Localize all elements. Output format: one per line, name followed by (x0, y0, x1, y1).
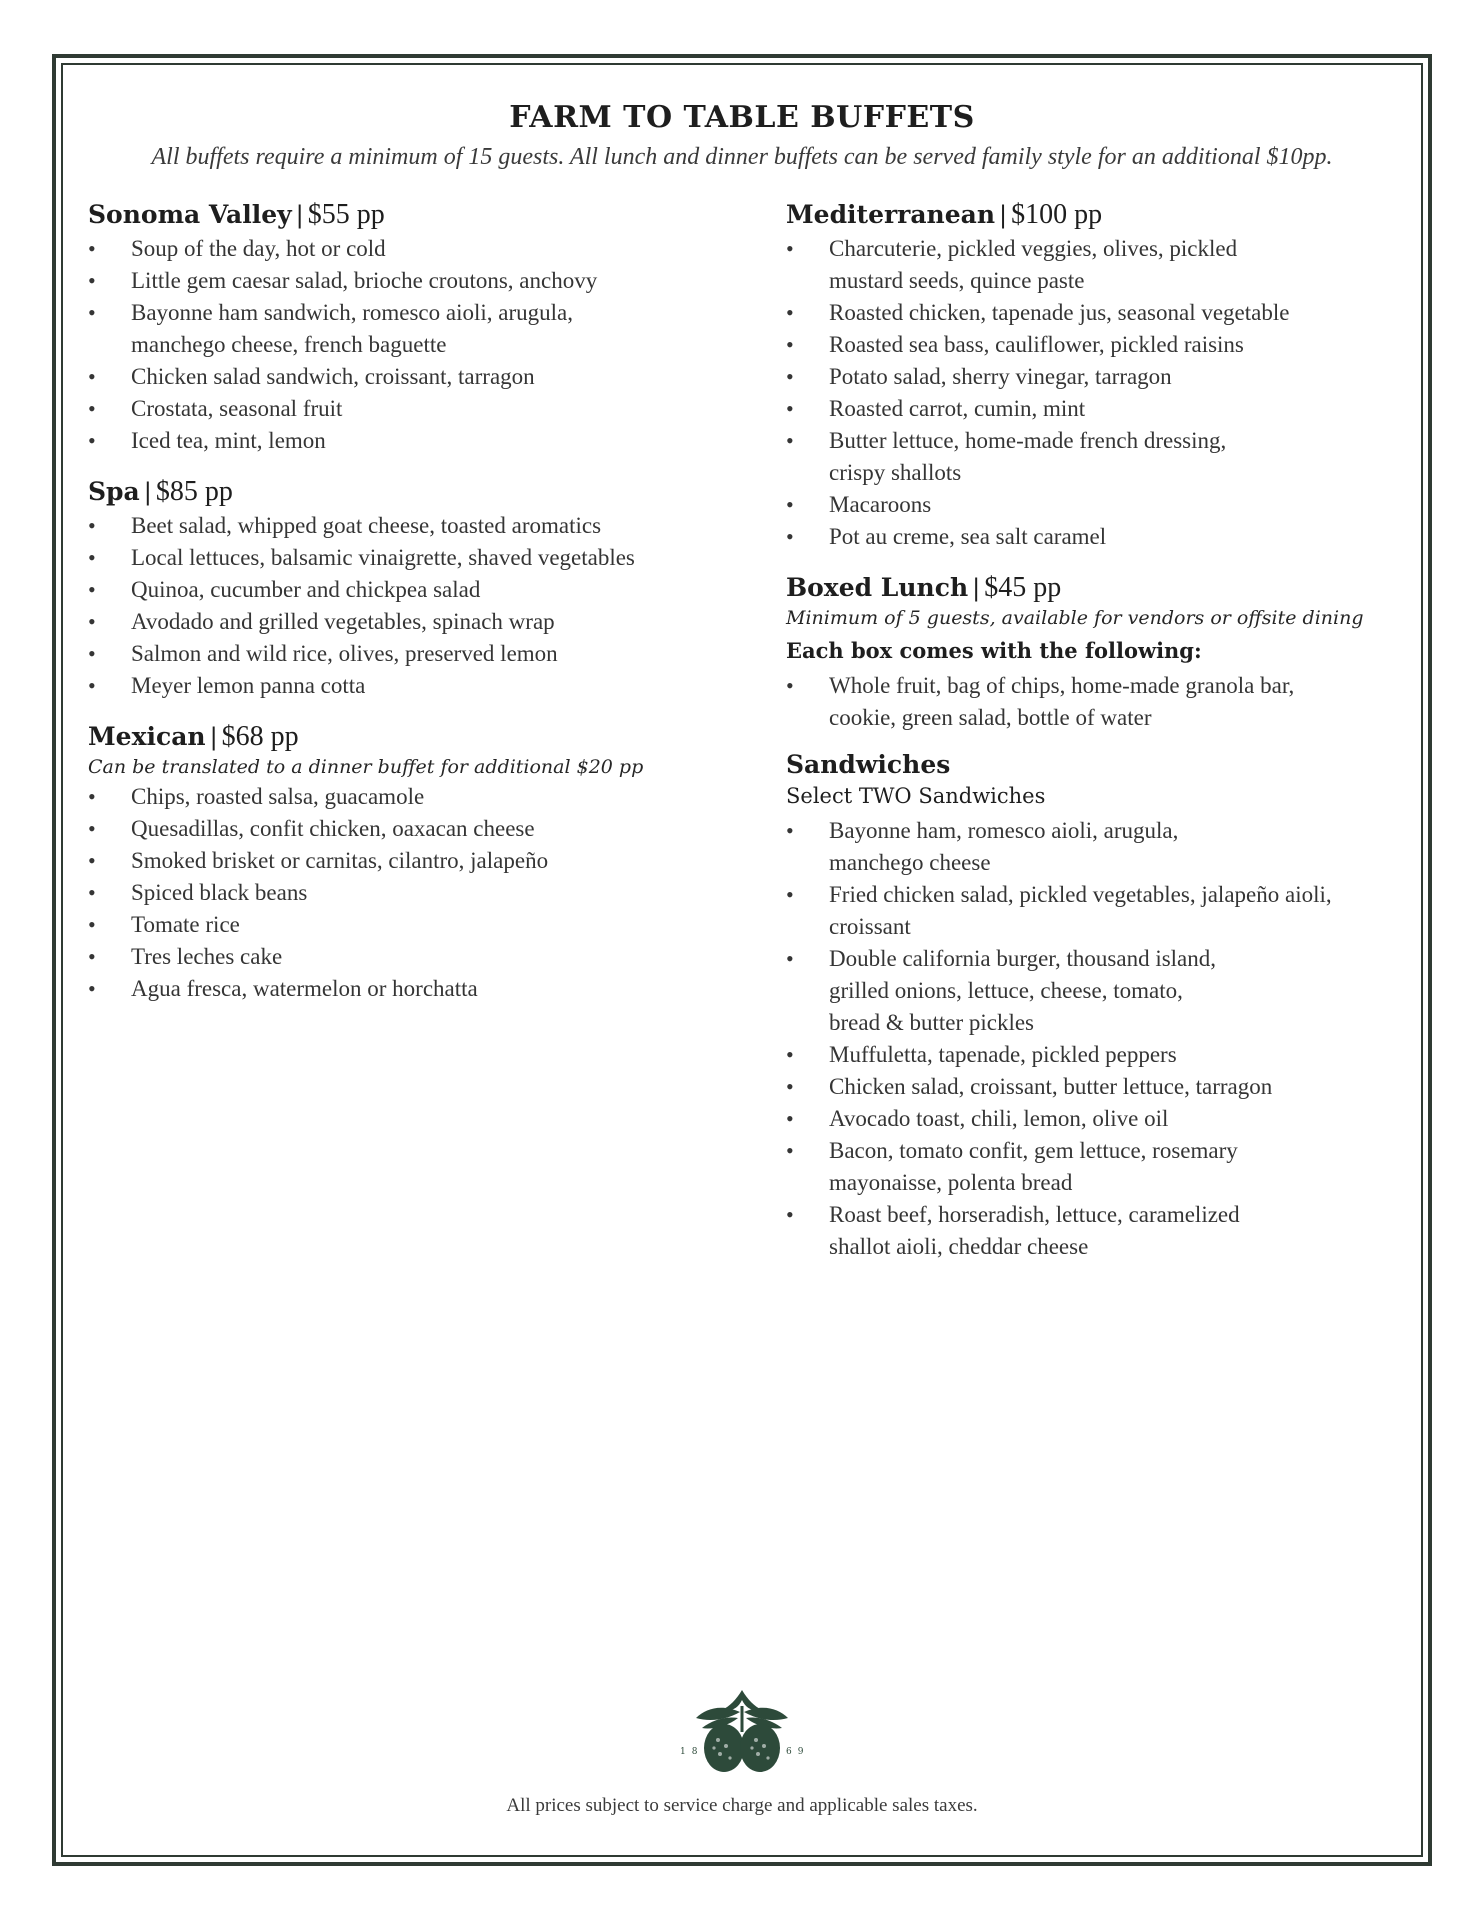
section-heading (88, 718, 708, 755)
section-price: $55 pp (307, 199, 385, 230)
separator: | (143, 478, 152, 506)
menu-item-text: Meyer lemon panna cotta (131, 673, 366, 698)
menu-item (88, 670, 708, 702)
bullet-icon: • (88, 641, 96, 666)
section-price: $45 pp (984, 572, 1062, 603)
menu-item-text: Avodado and grilled vegetables, spinach wrap (131, 609, 555, 634)
bullet-icon: • (88, 396, 96, 421)
menu-list (786, 670, 1406, 734)
bullet-icon: • (88, 784, 96, 809)
section-boxed-lunch (786, 569, 1406, 734)
section-subheading: Each box comes with the following: (786, 638, 1202, 663)
menu-list (88, 510, 708, 702)
bullet-icon: • (88, 577, 96, 602)
menu-item (88, 542, 708, 574)
menu-item (786, 329, 1406, 361)
menu-item (88, 909, 708, 941)
section-mexican (88, 718, 708, 1005)
menu-item-text: Double california burger, thousand island, (829, 946, 1217, 971)
footer-disclaimer: All prices subject to service charge and applicable sales taxes. (506, 1795, 978, 1816)
bullet-icon: • (786, 818, 794, 843)
menu-item (786, 1071, 1406, 1103)
bullet-icon: • (786, 492, 794, 517)
separator: | (972, 574, 981, 602)
menu-item (88, 877, 708, 909)
section-name: Mexican (88, 722, 206, 751)
section-sandwiches (786, 746, 1406, 1263)
menu-item (88, 638, 708, 670)
menu-item (88, 781, 708, 813)
bullet-icon: • (88, 944, 96, 969)
menu-item-text: Pot au creme, sea salt caramel (829, 524, 1107, 549)
menu-item-text: shallot aioli, cheddar cheese (829, 1234, 1089, 1259)
menu-item-text: Bayonne ham sandwich, romesco aioli, arugula, (131, 300, 573, 325)
page-title: FARM TO TABLE BUFFETS (509, 100, 975, 135)
menu-item-text: Agua fresca, watermelon or horchatta (131, 976, 478, 1001)
menu-item-text: Salmon and wild rice, olives, preserved lemon (131, 641, 558, 666)
section-subheading: Select TWO Sandwiches (786, 784, 1046, 808)
left-column (88, 196, 708, 1021)
bullet-icon: • (786, 1138, 794, 1163)
menu-item (786, 297, 1406, 329)
bullet-icon: • (786, 1074, 794, 1099)
menu-item-text: crispy shallots (829, 460, 962, 485)
section-heading (88, 196, 708, 233)
menu-item-text: Beet salad, whipped goat cheese, toasted aromatics (131, 513, 602, 538)
bullet-icon: • (88, 912, 96, 937)
menu-item-text: mustard seeds, quince paste (829, 268, 1085, 293)
bullet-icon: • (786, 673, 794, 698)
bullet-icon: • (88, 848, 96, 873)
page-subtitle: All buffets require a minimum of 15 guests. All lunch and dinner buffets can be served family style for an additional $10pp. (151, 144, 1333, 170)
menu-item-text: Crostata, seasonal fruit (131, 396, 343, 421)
bullet-icon: • (88, 816, 96, 841)
menu-list (88, 233, 708, 457)
bullet-icon: • (88, 880, 96, 905)
bullet-icon: • (786, 524, 794, 549)
menu-item-text: Roast beef, horseradish, lettuce, caramelized (829, 1202, 1240, 1227)
menu-item (786, 670, 1406, 734)
section-note: Minimum of 5 guests, available for vendors or offsite dining (786, 607, 1364, 629)
menu-item-text: manchego cheese (829, 850, 991, 875)
section-name: Sandwiches (786, 750, 951, 779)
menu-item (786, 489, 1406, 521)
bullet-icon: • (88, 268, 96, 293)
section-heading (786, 746, 1406, 783)
menu-item-text: Bayonne ham, romesco aioli, arugula, (829, 818, 1179, 843)
menu-item-text: Quinoa, cucumber and chickpea salad (131, 577, 481, 602)
bullet-icon: • (88, 364, 96, 389)
menu-item (88, 297, 708, 361)
menu-item (88, 941, 708, 973)
menu-item (786, 233, 1406, 297)
bullet-icon: • (786, 332, 794, 357)
menu-item (88, 606, 708, 638)
menu-item (88, 973, 708, 1005)
menu-item-text: Fried chicken salad, pickled vegetables, jalapeño aioli, (829, 882, 1332, 907)
menu-item-text: Potato salad, sherry vinegar, tarragon (829, 364, 1172, 389)
menu-item (786, 393, 1406, 425)
menu-item-text: Macaroons (829, 492, 932, 517)
menu-item-text: Little gem caesar salad, brioche croutons, anchovy (131, 268, 598, 293)
menu-item (88, 845, 708, 877)
menu-item-text: Chicken salad, croissant, butter lettuce, tarragon (829, 1074, 1273, 1099)
menu-item-text: cookie, green salad, bottle of water (829, 705, 1152, 730)
section-price: $100 pp (1011, 199, 1103, 230)
menu-item-text: Whole fruit, bag of chips, home-made granola bar, (829, 673, 1295, 698)
section-heading (786, 569, 1406, 606)
menu-item-text: bread & butter pickles (829, 1010, 1035, 1035)
menu-item (88, 393, 708, 425)
section-heading (88, 473, 708, 510)
menu-item (88, 510, 708, 542)
separator: | (295, 201, 304, 229)
bullet-icon: • (88, 513, 96, 538)
menu-item (786, 1199, 1406, 1263)
menu-item-text: Muffuletta, tapenade, pickled peppers (829, 1042, 1177, 1067)
bullet-icon: • (88, 300, 96, 325)
menu-item-text: Tomate rice (131, 912, 240, 937)
bullet-icon: • (786, 300, 794, 325)
section-price: $85 pp (155, 476, 233, 507)
bullet-icon: • (786, 396, 794, 421)
menu-item (786, 1103, 1406, 1135)
bullet-icon: • (786, 882, 794, 907)
menu-item-text: grilled onions, lettuce, cheese, tomato, (829, 978, 1183, 1003)
section-name: Sonoma Valley (88, 200, 292, 229)
menu-item-text: Roasted chicken, tapenade jus, seasonal vegetable (829, 300, 1290, 325)
menu-item-text: Chips, roasted salsa, guacamole (131, 784, 425, 809)
menu-item-text: Soup of the day, hot or cold (131, 236, 386, 261)
emblem-year-right: 69 (786, 1747, 810, 1757)
right-column (786, 196, 1406, 1279)
menu-item-text: Quesadillas, confit chicken, oaxacan cheese (131, 816, 535, 841)
menu-item-text: Roasted carrot, cumin, mint (829, 396, 1086, 421)
separator: | (209, 723, 218, 751)
menu-item (88, 574, 708, 606)
bullet-icon: • (786, 1202, 794, 1227)
bullet-icon: • (88, 236, 96, 261)
menu-item (786, 425, 1406, 489)
menu-item (786, 1135, 1406, 1199)
separator: | (999, 201, 1008, 229)
section-name: Mediterranean (786, 200, 996, 229)
citrus-branch-emblem-icon (672, 1682, 812, 1792)
menu-item-text: croissant (829, 914, 911, 939)
section-spa (88, 473, 708, 702)
section-price: $68 pp (221, 721, 299, 752)
bullet-icon: • (786, 364, 794, 389)
section-sonoma-valley (88, 196, 708, 457)
section-note: Can be translated to a dinner buffet for additional $20 pp (88, 756, 644, 778)
menu-item (88, 813, 708, 845)
menu-item-text: Local lettuces, balsamic vinaigrette, shaved vegetables (131, 545, 635, 570)
menu-item (786, 361, 1406, 393)
menu-item-text: Roasted sea bass, cauliflower, pickled raisins (829, 332, 1244, 357)
menu-list (88, 781, 708, 1005)
bullet-icon: • (786, 428, 794, 453)
menu-item (88, 361, 708, 393)
menu-item (88, 425, 708, 457)
bullet-icon: • (786, 1042, 794, 1067)
bullet-icon: • (88, 976, 96, 1001)
emblem-year-left: 18 (680, 1747, 704, 1757)
menu-item-text: Charcuterie, pickled veggies, olives, pickled (829, 236, 1238, 261)
menu-item-text: Butter lettuce, home-made french dressing, (829, 428, 1227, 453)
menu-item-text: Tres leches cake (131, 944, 283, 969)
bullet-icon: • (88, 545, 96, 570)
section-heading (786, 196, 1406, 233)
bullet-icon: • (786, 236, 794, 261)
bullet-icon: • (88, 609, 96, 634)
menu-item-text: manchego cheese, french baguette (131, 332, 447, 357)
section-mediterranean (786, 196, 1406, 553)
menu-item (786, 943, 1406, 1039)
menu-item-text: Iced tea, mint, lemon (131, 428, 326, 453)
section-name: Spa (88, 477, 140, 506)
menu-item-text: Chicken salad sandwich, croissant, tarragon (131, 364, 535, 389)
menu-item (786, 1039, 1406, 1071)
bullet-icon: • (88, 428, 96, 453)
menu-item (88, 233, 708, 265)
menu-list (786, 233, 1406, 553)
menu-item-text: Spiced black beans (131, 880, 308, 905)
bullet-icon: • (786, 1106, 794, 1131)
menu-list (786, 815, 1406, 1263)
menu-item (786, 521, 1406, 553)
menu-item-text: Bacon, tomato confit, gem lettuce, rosemary (829, 1138, 1238, 1163)
menu-item (786, 815, 1406, 879)
menu-item-text: mayonaisse, polenta bread (829, 1170, 1073, 1195)
menu-item (786, 879, 1406, 943)
menu-item-text: Avocado toast, chili, lemon, olive oil (829, 1106, 1169, 1131)
bullet-icon: • (786, 946, 794, 971)
menu-item-text: Smoked brisket or carnitas, cilantro, jalapeño (131, 848, 549, 873)
section-name: Boxed Lunch (786, 573, 969, 602)
bullet-icon: • (88, 673, 96, 698)
menu-item (88, 265, 708, 297)
